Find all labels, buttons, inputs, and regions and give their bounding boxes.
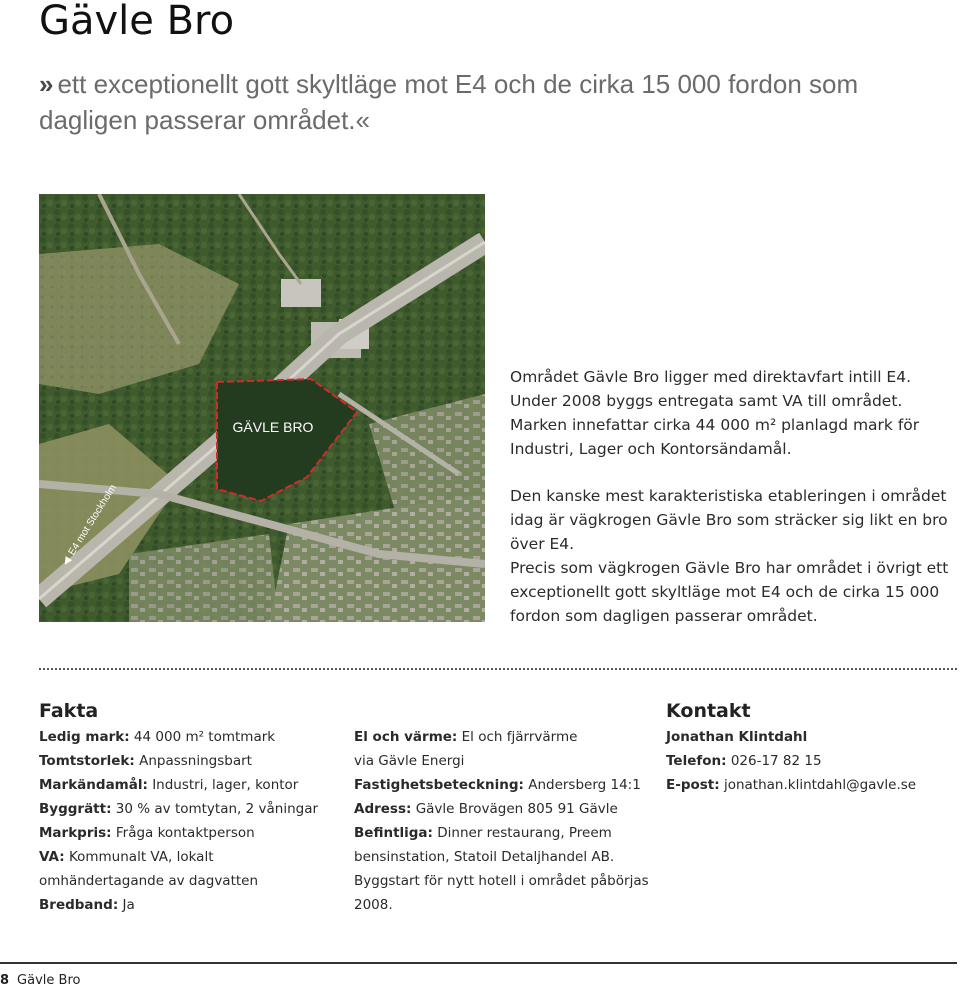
fact-el-varme: El och värme: El och fjärrvärme bbox=[354, 729, 578, 745]
fakta-column-1 bbox=[39, 725, 339, 917]
email-link[interactable]: jonathan.klintdahl@gavle.se bbox=[723, 777, 917, 793]
fact-befintliga: Befintliga: Dinner restaurang, Preem bbox=[354, 825, 612, 841]
fact-va-cont: omhändertagande av dagvatten bbox=[39, 873, 259, 889]
fact-ledig-mark: Ledig mark: 44 000 m² tomtmark bbox=[39, 729, 276, 745]
contact-phone: Telefon: 026-17 82 15 bbox=[666, 753, 822, 769]
road-label: E4 mot Stockholm bbox=[66, 482, 119, 558]
fact-byggratt: Byggrätt: 30 % av tomtytan, 2 våningar bbox=[39, 801, 319, 817]
fact-tomtstorlek: Tomtstorlek: Anpassningsbart bbox=[39, 753, 252, 769]
plot-label: GÄVLE BRO bbox=[232, 419, 314, 435]
contact-name: Jonathan Klintdahl bbox=[666, 729, 808, 745]
fact-byggstart: Byggstart för nytt hotell i området påbörjas bbox=[354, 873, 649, 889]
aerial-map bbox=[39, 194, 485, 622]
fact-va: VA: Kommunalt VA, lokalt bbox=[39, 849, 214, 865]
fact-el-varme-cont: via Gävle Energi bbox=[354, 753, 465, 769]
description-paragraph-3: Precis som vägkrogen Gävle Bro har området i övrigt ett exceptionellt gott skyltläge mot E4 och de cirka 15 000 fordon som dagligen passerar området. bbox=[510, 559, 949, 625]
kontakt-heading: Kontakt bbox=[666, 700, 751, 722]
fact-bredband: Bredband: Ja bbox=[39, 897, 135, 913]
fakta-heading: Fakta bbox=[39, 700, 99, 722]
fakta-column-2 bbox=[354, 725, 654, 917]
fact-fastighet: Fastighetsbeteckning: Andersberg 14:1 bbox=[354, 777, 641, 793]
quote-text: ett exceptionellt gott skyltläge mot E4 och de cirka 15 000 fordon som dagligen passerar området.« bbox=[39, 69, 859, 135]
page-number: 8 bbox=[0, 973, 10, 988]
description-paragraph-2: Den kanske mest karakteristiska etableringen i området idag är vägkrogen Gävle Bro som sträcker sig likt en bro över E4. bbox=[510, 487, 948, 553]
page-footer bbox=[0, 972, 80, 988]
page-title: Gävle Bro bbox=[39, 0, 235, 44]
fact-befintliga-cont: bensinstation, Statoil Detaljhandel AB. bbox=[354, 849, 615, 865]
fact-markandamal: Markändamål: Industri, lager, kontor bbox=[39, 777, 299, 793]
quote-mark: » bbox=[39, 69, 54, 99]
fact-adress: Adress: Gävle Brovägen 805 91 Gävle bbox=[354, 801, 618, 817]
aerial-photo bbox=[39, 194, 485, 622]
pull-quote bbox=[39, 66, 939, 138]
contact-email: E-post: jonathan.klintdahl@gavle.se bbox=[666, 777, 917, 793]
fact-byggstart-cont: 2008. bbox=[354, 897, 393, 913]
description-paragraph-1: Området Gävle Bro ligger med direktavfart intill E4. Under 2008 byggs entregata samt VA till området. Marken innefattar cirka 44 000 m² planlagd mark för Industri, Lager och Kontorsändamål. bbox=[510, 368, 920, 458]
fact-markpris: Markpris: Fråga kontaktperson bbox=[39, 825, 255, 841]
dotted-divider bbox=[39, 668, 957, 670]
footer-label: Gävle Bro bbox=[17, 973, 81, 988]
kontakt-column bbox=[666, 725, 956, 797]
road-arrow-icon: ◀ bbox=[60, 555, 74, 568]
footer-rule bbox=[0, 962, 957, 964]
